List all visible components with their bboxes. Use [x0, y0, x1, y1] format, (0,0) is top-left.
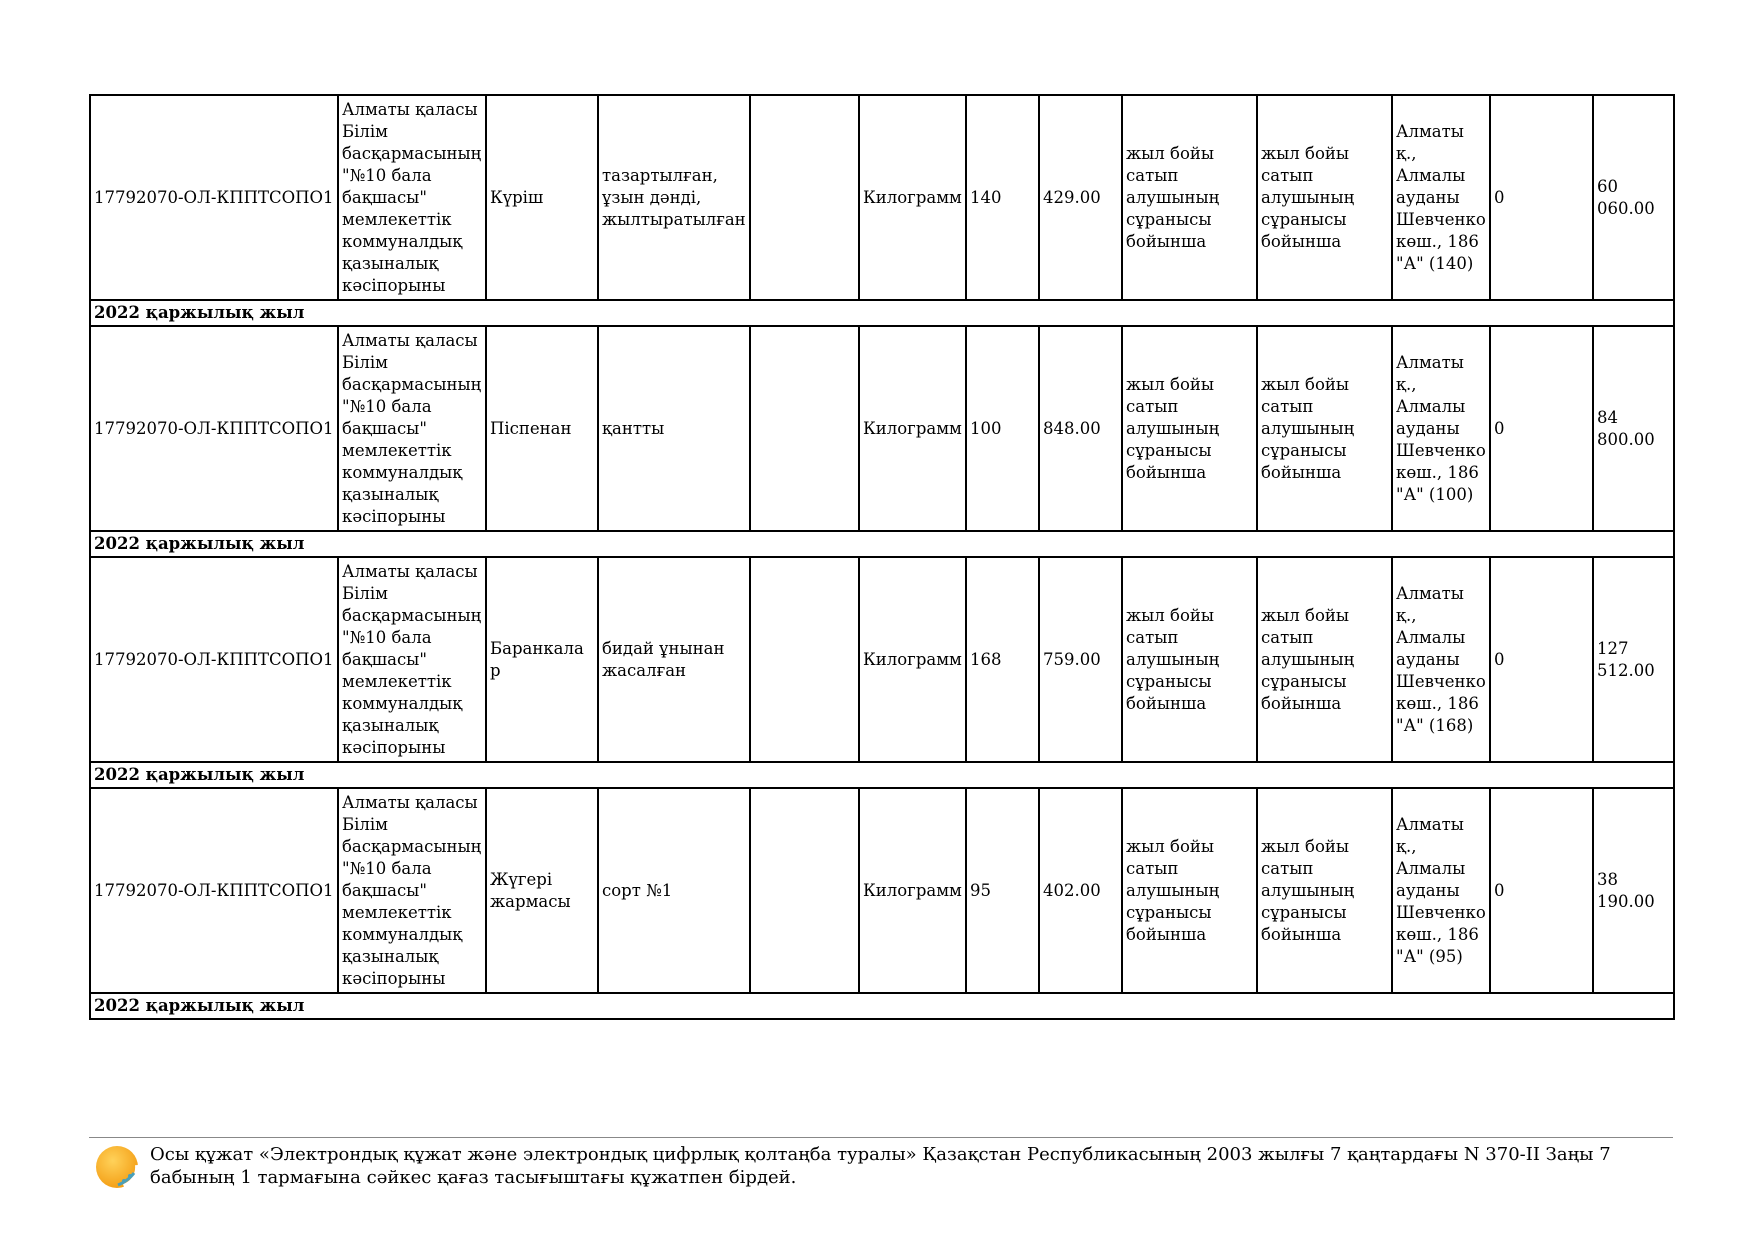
characteristic-cell: бидай ұнынан жасалған: [598, 557, 750, 762]
characteristic-cell: қантты: [598, 326, 750, 531]
item-name-cell: Күріш: [486, 95, 598, 300]
delivery-place-cell: Алматы қ., Алмалы ауданы Шевченко көш., 186 "А" (140): [1392, 95, 1490, 300]
total-cell: 60 060.00: [1593, 95, 1674, 300]
characteristic-cell: сорт №1: [598, 788, 750, 993]
fiscal-year-label: 2022 қаржылық жыл: [90, 762, 1674, 788]
customer-cell: Алматы қаласы Білім басқармасының "№10 бала бақшасы" мемлекеттік коммуналдық қазыналық кәсіпорыны: [338, 788, 486, 993]
unit-cell: Килограмм: [859, 326, 966, 531]
price-cell: 429.00: [1039, 95, 1122, 300]
quantity-cell: 100: [966, 326, 1039, 531]
advance-cell: 0: [1490, 326, 1593, 531]
delivery-term-2-cell: жыл бойы сатып алушының сұранысы бойынша: [1257, 326, 1392, 531]
delivery-term-cell: жыл бойы сатып алушының сұранысы бойынша: [1122, 788, 1257, 993]
advance-cell: 0: [1490, 788, 1593, 993]
delivery-term-2-cell: жыл бойы сатып алушының сұранысы бойынша: [1257, 95, 1392, 300]
customer-cell: Алматы қаласы Білім басқармасының "№10 бала бақшасы" мемлекеттік коммуналдық қазыналық кәсіпорыны: [338, 557, 486, 762]
quantity-cell: 140: [966, 95, 1039, 300]
fiscal-year-label: 2022 қаржылық жыл: [90, 993, 1674, 1019]
unit-cell: Килограмм: [859, 95, 966, 300]
fiscal-year-row: [90, 993, 1674, 1019]
price-cell: 759.00: [1039, 557, 1122, 762]
extra-characteristic-cell: [750, 557, 859, 762]
extra-characteristic-cell: [750, 326, 859, 531]
unit-cell: Килограмм: [859, 788, 966, 993]
procurement-table: [89, 94, 1675, 1020]
fiscal-year-row: [90, 300, 1674, 326]
delivery-term-cell: жыл бойы сатып алушының сұранысы бойынша: [1122, 557, 1257, 762]
fiscal-year-label: 2022 қаржылық жыл: [90, 531, 1674, 557]
fiscal-year-row: [90, 531, 1674, 557]
unit-cell: Килограмм: [859, 557, 966, 762]
item-name-cell: Жүгері жармасы: [486, 788, 598, 993]
advance-cell: 0: [1490, 95, 1593, 300]
table-row: [90, 326, 1674, 531]
table-body: [90, 95, 1674, 1019]
item-name-cell: Баранкалар: [486, 557, 598, 762]
delivery-place-cell: Алматы қ., Алмалы ауданы Шевченко көш., 186 "А" (95): [1392, 788, 1490, 993]
delivery-term-2-cell: жыл бойы сатып алушының сұранысы бойынша: [1257, 557, 1392, 762]
footer-divider: [89, 1137, 1673, 1138]
delivery-place-cell: Алматы қ., Алмалы ауданы Шевченко көш., 186 "А" (100): [1392, 326, 1490, 531]
table-row: [90, 788, 1674, 993]
delivery-term-cell: жыл бойы сатып алушының сұранысы бойынша: [1122, 326, 1257, 531]
price-cell: 848.00: [1039, 326, 1122, 531]
customer-cell: Алматы қаласы Білім басқармасының "№10 бала бақшасы" мемлекеттік коммуналдық қазыналық кәсіпорыны: [338, 326, 486, 531]
table-row: [90, 95, 1674, 300]
lot-code-cell: 17792070-ОЛ-КППТСОПО1: [90, 95, 338, 300]
lot-code-cell: 17792070-ОЛ-КППТСОПО1: [90, 788, 338, 993]
delivery-term-2-cell: жыл бойы сатып алушының сұранысы бойынша: [1257, 788, 1392, 993]
customer-cell: Алматы қаласы Білім басқармасының "№10 бала бақшасы" мемлекеттік коммуналдық қазыналық кәсіпорыны: [338, 95, 486, 300]
delivery-place-cell: Алматы қ., Алмалы ауданы Шевченко көш., 186 "А" (168): [1392, 557, 1490, 762]
advance-cell: 0: [1490, 557, 1593, 762]
egov-sun-logo-icon: [94, 1143, 142, 1191]
characteristic-cell: тазартылған, ұзын дәнді, жылтыратылған: [598, 95, 750, 300]
total-cell: 84 800.00: [1593, 326, 1674, 531]
fiscal-year-row: [90, 762, 1674, 788]
total-cell: 38 190.00: [1593, 788, 1674, 993]
quantity-cell: 168: [966, 557, 1039, 762]
table-row: [90, 557, 1674, 762]
lot-code-cell: 17792070-ОЛ-КППТСОПО1: [90, 326, 338, 531]
price-cell: 402.00: [1039, 788, 1122, 993]
quantity-cell: 95: [966, 788, 1039, 993]
extra-characteristic-cell: [750, 788, 859, 993]
extra-characteristic-cell: [750, 95, 859, 300]
footer-legal-note: Осы құжат «Электрондық құжат және электрондық цифрлық қолтаңба туралы» Қазақстан Республикасының 2003 жылғы 7 қаңтардағы N 370-II Заңы 7 бабының 1 тармағына сәйкес қағаз тасығыштағы құжатпен бірдей.: [150, 1144, 1611, 1188]
item-name-cell: Піспенан: [486, 326, 598, 531]
total-cell: 127 512.00: [1593, 557, 1674, 762]
lot-code-cell: 17792070-ОЛ-КППТСОПО1: [90, 557, 338, 762]
fiscal-year-label: 2022 қаржылық жыл: [90, 300, 1674, 326]
delivery-term-cell: жыл бойы сатып алушының сұранысы бойынша: [1122, 95, 1257, 300]
